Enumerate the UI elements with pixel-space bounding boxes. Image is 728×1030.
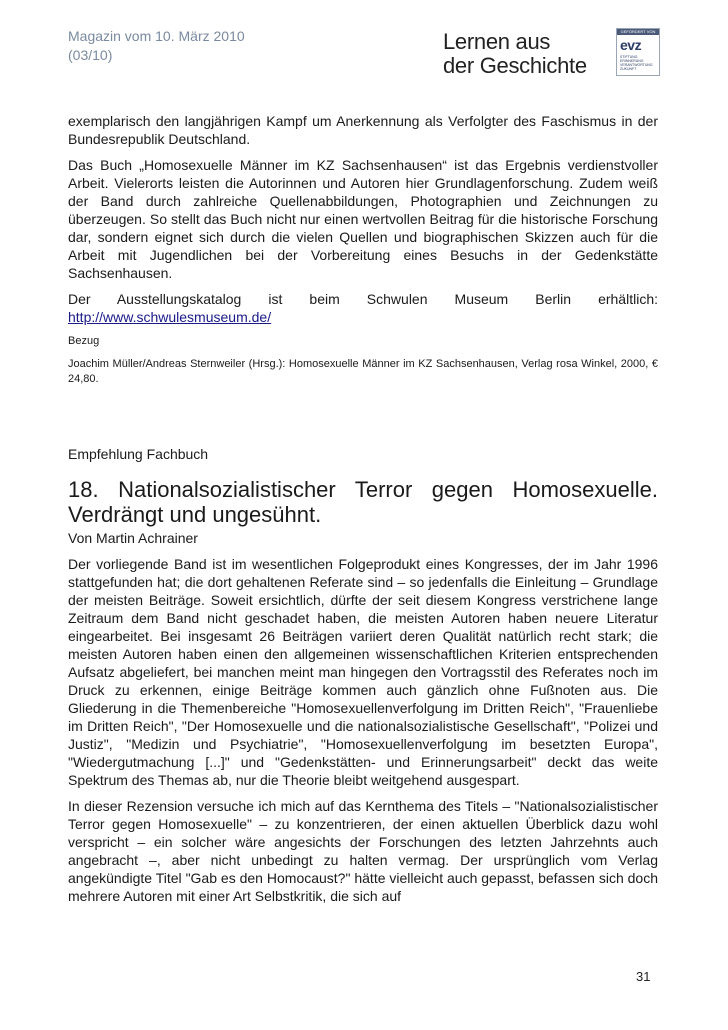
bezug-citation: Joachim Müller/Andreas Sternweiler (Hrsg.): Homosexuelle Männer im KZ Sachsenhausen, Verlag rosa Winkel, 2000, € 24,80. [68,358,658,385]
brand-line-2: der Geschichte [443,53,587,78]
article-title: 18. Nationalsozialistischer Terror gegen Homosexuelle. Verdrängt und ungesühnt. [68,477,658,527]
section-label: Empfehlung Fachbuch [68,446,209,462]
evz-logo-mark: evz [620,37,642,53]
page-number: 31 [636,969,651,984]
paragraph-continued: exemplarisch den langjährigen Kampf um Anerkennung als Verfolgter des Faschismus in der Bundesrepublik Deutschland. [68,113,658,147]
article-body-1: Der vorliegende Band ist im wesentlichen Folgeprodukt eines Kongresses, der im Jahr 1996 stattgefunden hat; die dort gehaltenen Referate sind – so jedenfalls die Einleitung – Grundlage der meisten Beiträge. Soweit ersichtlich, dürfte der seit diesem Kongress verstrichene lange Zeitraum dem Band nicht geschadet haben, die meisten Autoren haben neuere Literatur eingearbeitet. Bei insgesamt 26 Beiträgen variiert deren Qualität natürlich recht stark; die meisten Autoren haben einen den allgemeinen wissenschaftlichen Kriterien entsprechenden Aufsatz abgeliefert, bei manchen meint man hingegen den Vortragsstil des Referates noch im Druck zu erkennen, einige Beiträge kommen auch gänzlich ohne Fußnoten aus. Die Gliederung in die Themenbereiche "Homosexuellenverfolgung im Dritten Reich", "Frauenliebe im Dritten Reich", "Der Homosexuelle und die nationalsozialistische Gesellschaft", "Polizei und Justiz", "Medizin und Psychiatrie", "Homosexuellenverfolgung im besetzten Europa", "Wiedergutmachung [...]" und "Gedenkstätten- und Erinnerungsarbeit" deckt das weite Spektrum des Themas ab, nur die Theorie bleibt weitgehend ausgespart. [68,556,658,788]
evz-logo-lines: STIFTUNG ERINNERUNG VERANTWORTUNG ZUKUNFT [620,55,653,71]
paragraph-book-review: Das Buch „Homosexuelle Männer im KZ Sachsenhausen“ ist das Ergebnis verdienstvoller Arbeit. Vielerorts leisten die Autorinnen und Autoren hier Grundlagenforschung. Zudem weiß der Band durch zahlreiche Quellenabbildungen, Photographien und Zeichnungen zu überzeugen. So stellt das Buch nicht nur einen wertvollen Beitrag für die historische Forschung dar, sondern eignet sich durch die vielen Quellen und biographischen Skizzen auch für die Arbeit mit Jugendlichen bei der Vorbereitung eines Besuchs in der Gedenkstätte Sachsenhausen. [68,157,658,281]
evz-logo-banner: GEFÖRDERT VON [617,29,659,35]
page-content [68,112,658,913]
evz-logo [616,28,660,76]
paragraph-catalog [68,290,658,308]
issue-date: Magazin vom 10. März 2010 [68,28,245,44]
article-author: Von Martin Achrainer [68,530,198,546]
catalog-text: Der Ausstellungskatalog ist beim Schwulen Museum Berlin erhältlich: [68,291,658,307]
brand-logo-text [443,30,587,78]
bezug-label: Bezug [68,335,100,347]
brand-line-1: Lernen aus [443,29,551,54]
museum-link[interactable]: http://www.schwulesmuseum.de/ [68,309,272,325]
issue-number: (03/10) [68,47,113,63]
article-body-2: In dieser Rezension versuche ich mich auf das Kernthema des Titels – "Nationalsozialistischer Terror gegen Homosexuelle" – zu konzentrieren, der einen aktuellen Überblick dazu wohl verspricht – ein solcher wäre angesichts der Forschungen des letzten Jahrzehnts auch angebracht –, aber nicht unbedingt zu halten vermag. Der ursprünglich vom Verlag angekündigte Titel "Gab es den Homocaust?" hätte vielleicht auch gepasst, befassen sich doch mehrere Autoren mit einer Art Selbstkritik, die sich auf [68,798,658,904]
issue-info [68,27,245,65]
